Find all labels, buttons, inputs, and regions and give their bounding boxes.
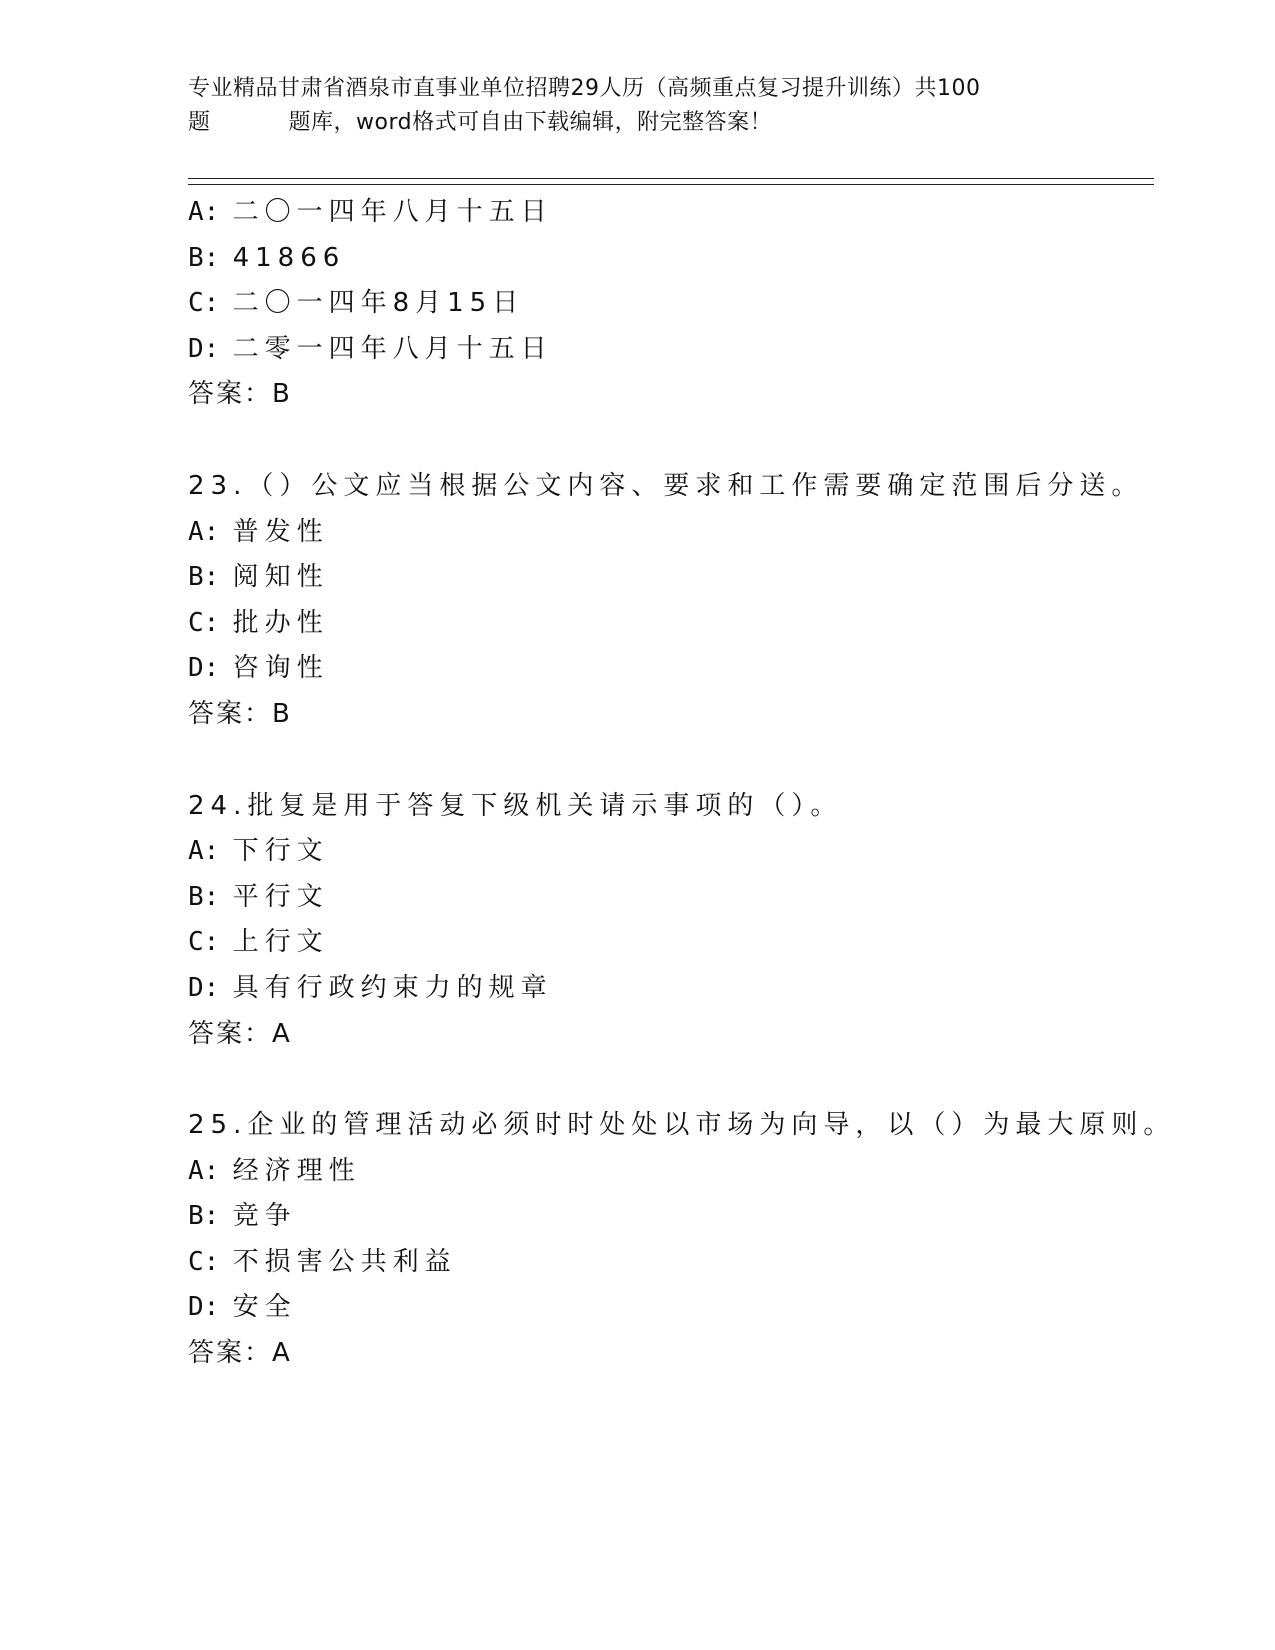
option-a: A: 普发性 [188, 516, 329, 547]
option-c: C: 上行文 [188, 927, 329, 958]
document-title-fragment: 题 [188, 110, 211, 135]
option-d: D: 具有行政约束力的规章 [188, 972, 553, 1003]
option-d: D: 咨询性 [188, 653, 329, 684]
option-c: C: 批办性 [188, 607, 329, 638]
question-block [188, 784, 1154, 1058]
option-b: B: 竞争 [188, 1201, 297, 1232]
document-subtitle: 题库，word格式可自由下载编辑，附完整答案！ [288, 110, 773, 135]
option-a: A: 下行文 [188, 836, 329, 867]
option-a: A: 二〇一四年八月十五日 [188, 197, 553, 227]
option-b: B: 41866 [188, 242, 346, 273]
answer-line: 答案：A [188, 1338, 292, 1369]
document-title-line-2 [188, 106, 1088, 140]
document-title-line-1: 专业精品甘肃省酒泉市直事业单位招聘29人历（高频重点复习提升训练）共100 [188, 76, 981, 101]
question-block [188, 190, 1154, 418]
page-header [188, 72, 1088, 140]
option-b: B: 平行文 [188, 881, 329, 912]
question-list [188, 190, 1176, 1377]
option-c: C: 二〇一四年8月15日 [188, 288, 525, 319]
question-block [188, 464, 1154, 738]
option-a: A: 经济理性 [188, 1155, 361, 1186]
question-block [188, 1103, 1176, 1377]
option-c: C: 不损害公共利益 [188, 1246, 457, 1277]
header-double-rule [188, 178, 1154, 185]
question-text: 24.批复是用于答复下级机关请示事项的（）。 [188, 790, 843, 821]
question-text: 25.企业的管理活动必须时时处处以市场为向导，以（）为最大原则。 [188, 1110, 1176, 1141]
answer-line: 答案：B [188, 379, 292, 410]
option-d: D: 安全 [188, 1292, 297, 1323]
option-d: D: 二零一四年八月十五日 [188, 333, 553, 364]
answer-line: 答案：A [188, 1018, 292, 1049]
option-b: B: 阅知性 [188, 562, 329, 593]
question-text: 23.（）公文应当根据公文内容、要求和工作需要确定范围后分送。 [188, 470, 1144, 501]
answer-line: 答案：B [188, 698, 292, 729]
